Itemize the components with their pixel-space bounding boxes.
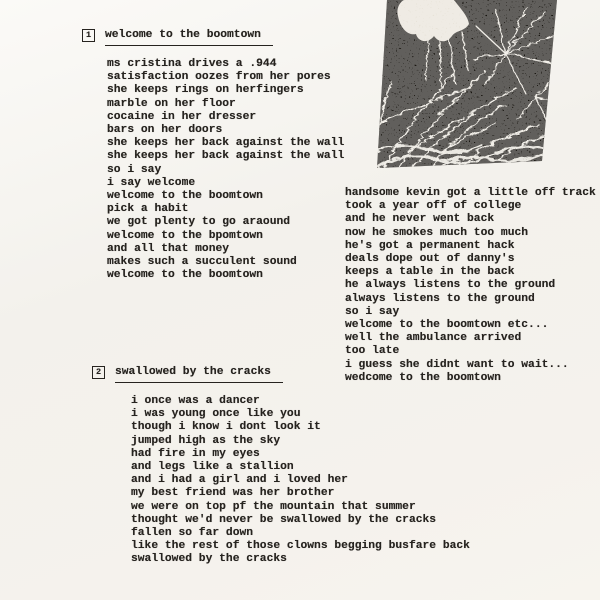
- lyric-line: so i say: [345, 305, 400, 318]
- lyric-line: and legs like a stallion: [131, 461, 294, 474]
- track2-number-box: 2: [92, 366, 105, 379]
- lyric-line: i once was a dancer: [131, 395, 260, 407]
- lyric-line: i say welcome: [107, 176, 196, 189]
- lyric-line: i was young once like you: [131, 408, 301, 421]
- lyric-line: she keeps her back against the wall: [107, 150, 345, 163]
- lyric-line: he always listens to the ground: [345, 279, 556, 292]
- lyric-line: my best friend was her brother: [131, 487, 335, 500]
- lyric-line: so i say: [107, 163, 162, 176]
- lyric-line: welcome to the boomtown etc...: [345, 319, 549, 332]
- lyric-line: i guess she didnt want to wait...: [345, 358, 569, 371]
- lyric-line: marble on her floor: [107, 97, 236, 110]
- hand-in-grass-photo: [376, 0, 557, 170]
- lyric-line: she keeps rings on herfingers: [107, 84, 304, 97]
- lyric-line: like the rest of those clowns begging busfare back: [131, 540, 470, 553]
- lyric-line: handsome kevin got a little off track: [345, 187, 596, 199]
- song2-verse: [131, 395, 470, 567]
- lyric-line: keeps a table in the back: [345, 266, 515, 279]
- lyric-line: welcome to the boomtown: [107, 190, 263, 203]
- song1-title: welcome to the boomtown: [105, 29, 273, 46]
- lyric-line: swallowed by the cracks: [131, 553, 287, 566]
- song1-verse-right: [345, 187, 596, 385]
- lyric-line: too late: [345, 345, 400, 358]
- lyric-line: had fire in my eyes: [131, 447, 260, 460]
- halftone-noise: [376, 0, 557, 170]
- lyric-line: welcome to the boomtown: [107, 269, 263, 282]
- song2-header: [92, 366, 283, 383]
- lyric-line: now he smokes much too much: [345, 226, 529, 239]
- lyric-line: fallen so far down: [131, 527, 254, 540]
- song1-header: [82, 29, 273, 46]
- lyric-line: she keeps her back against the wall: [107, 137, 345, 150]
- lyric-line: and all that money: [107, 242, 230, 255]
- lyric-line: jumped high as the sky: [131, 434, 281, 447]
- lyric-line: makes such a succulent sound: [107, 256, 297, 269]
- lyric-line: took a year off of college: [345, 200, 522, 213]
- lyric-line: welcome to the bpomtown: [107, 229, 263, 242]
- lyric-line: pick a habit: [107, 203, 189, 216]
- lyric-line: and he never went back: [345, 213, 495, 226]
- photo-artwork: [376, 0, 557, 170]
- lyric-line: bars on her doors: [107, 124, 223, 137]
- lyric-line: he's got a permanent hack: [345, 239, 515, 252]
- lyric-line: well the ambulance arrived: [345, 332, 522, 345]
- song1-verse-left: [107, 58, 344, 282]
- lyric-line: we got plenty to go araound: [107, 216, 291, 229]
- track1-number-box: 1: [82, 29, 95, 42]
- lyric-line: we were on top pf the mountain that summer: [131, 500, 416, 513]
- lyric-line: satisfaction oozes from her pores: [107, 71, 331, 84]
- lyric-line: though i know i dont look it: [131, 421, 321, 434]
- lyric-line: and i had a girl and i loved her: [131, 474, 348, 487]
- lyric-line: deals dope out of danny's: [345, 253, 515, 266]
- song2-title: swallowed by the cracks: [115, 366, 283, 383]
- lyric-line: thought we'd never be swallowed by the cracks: [131, 513, 437, 526]
- lyric-line: cocaine in her dresser: [107, 110, 257, 123]
- lyric-line: wedcome to the boomtown: [345, 371, 501, 384]
- lyric-line: always listens to the ground: [345, 292, 535, 305]
- lyric-line: ms cristina drives a .944: [107, 58, 277, 70]
